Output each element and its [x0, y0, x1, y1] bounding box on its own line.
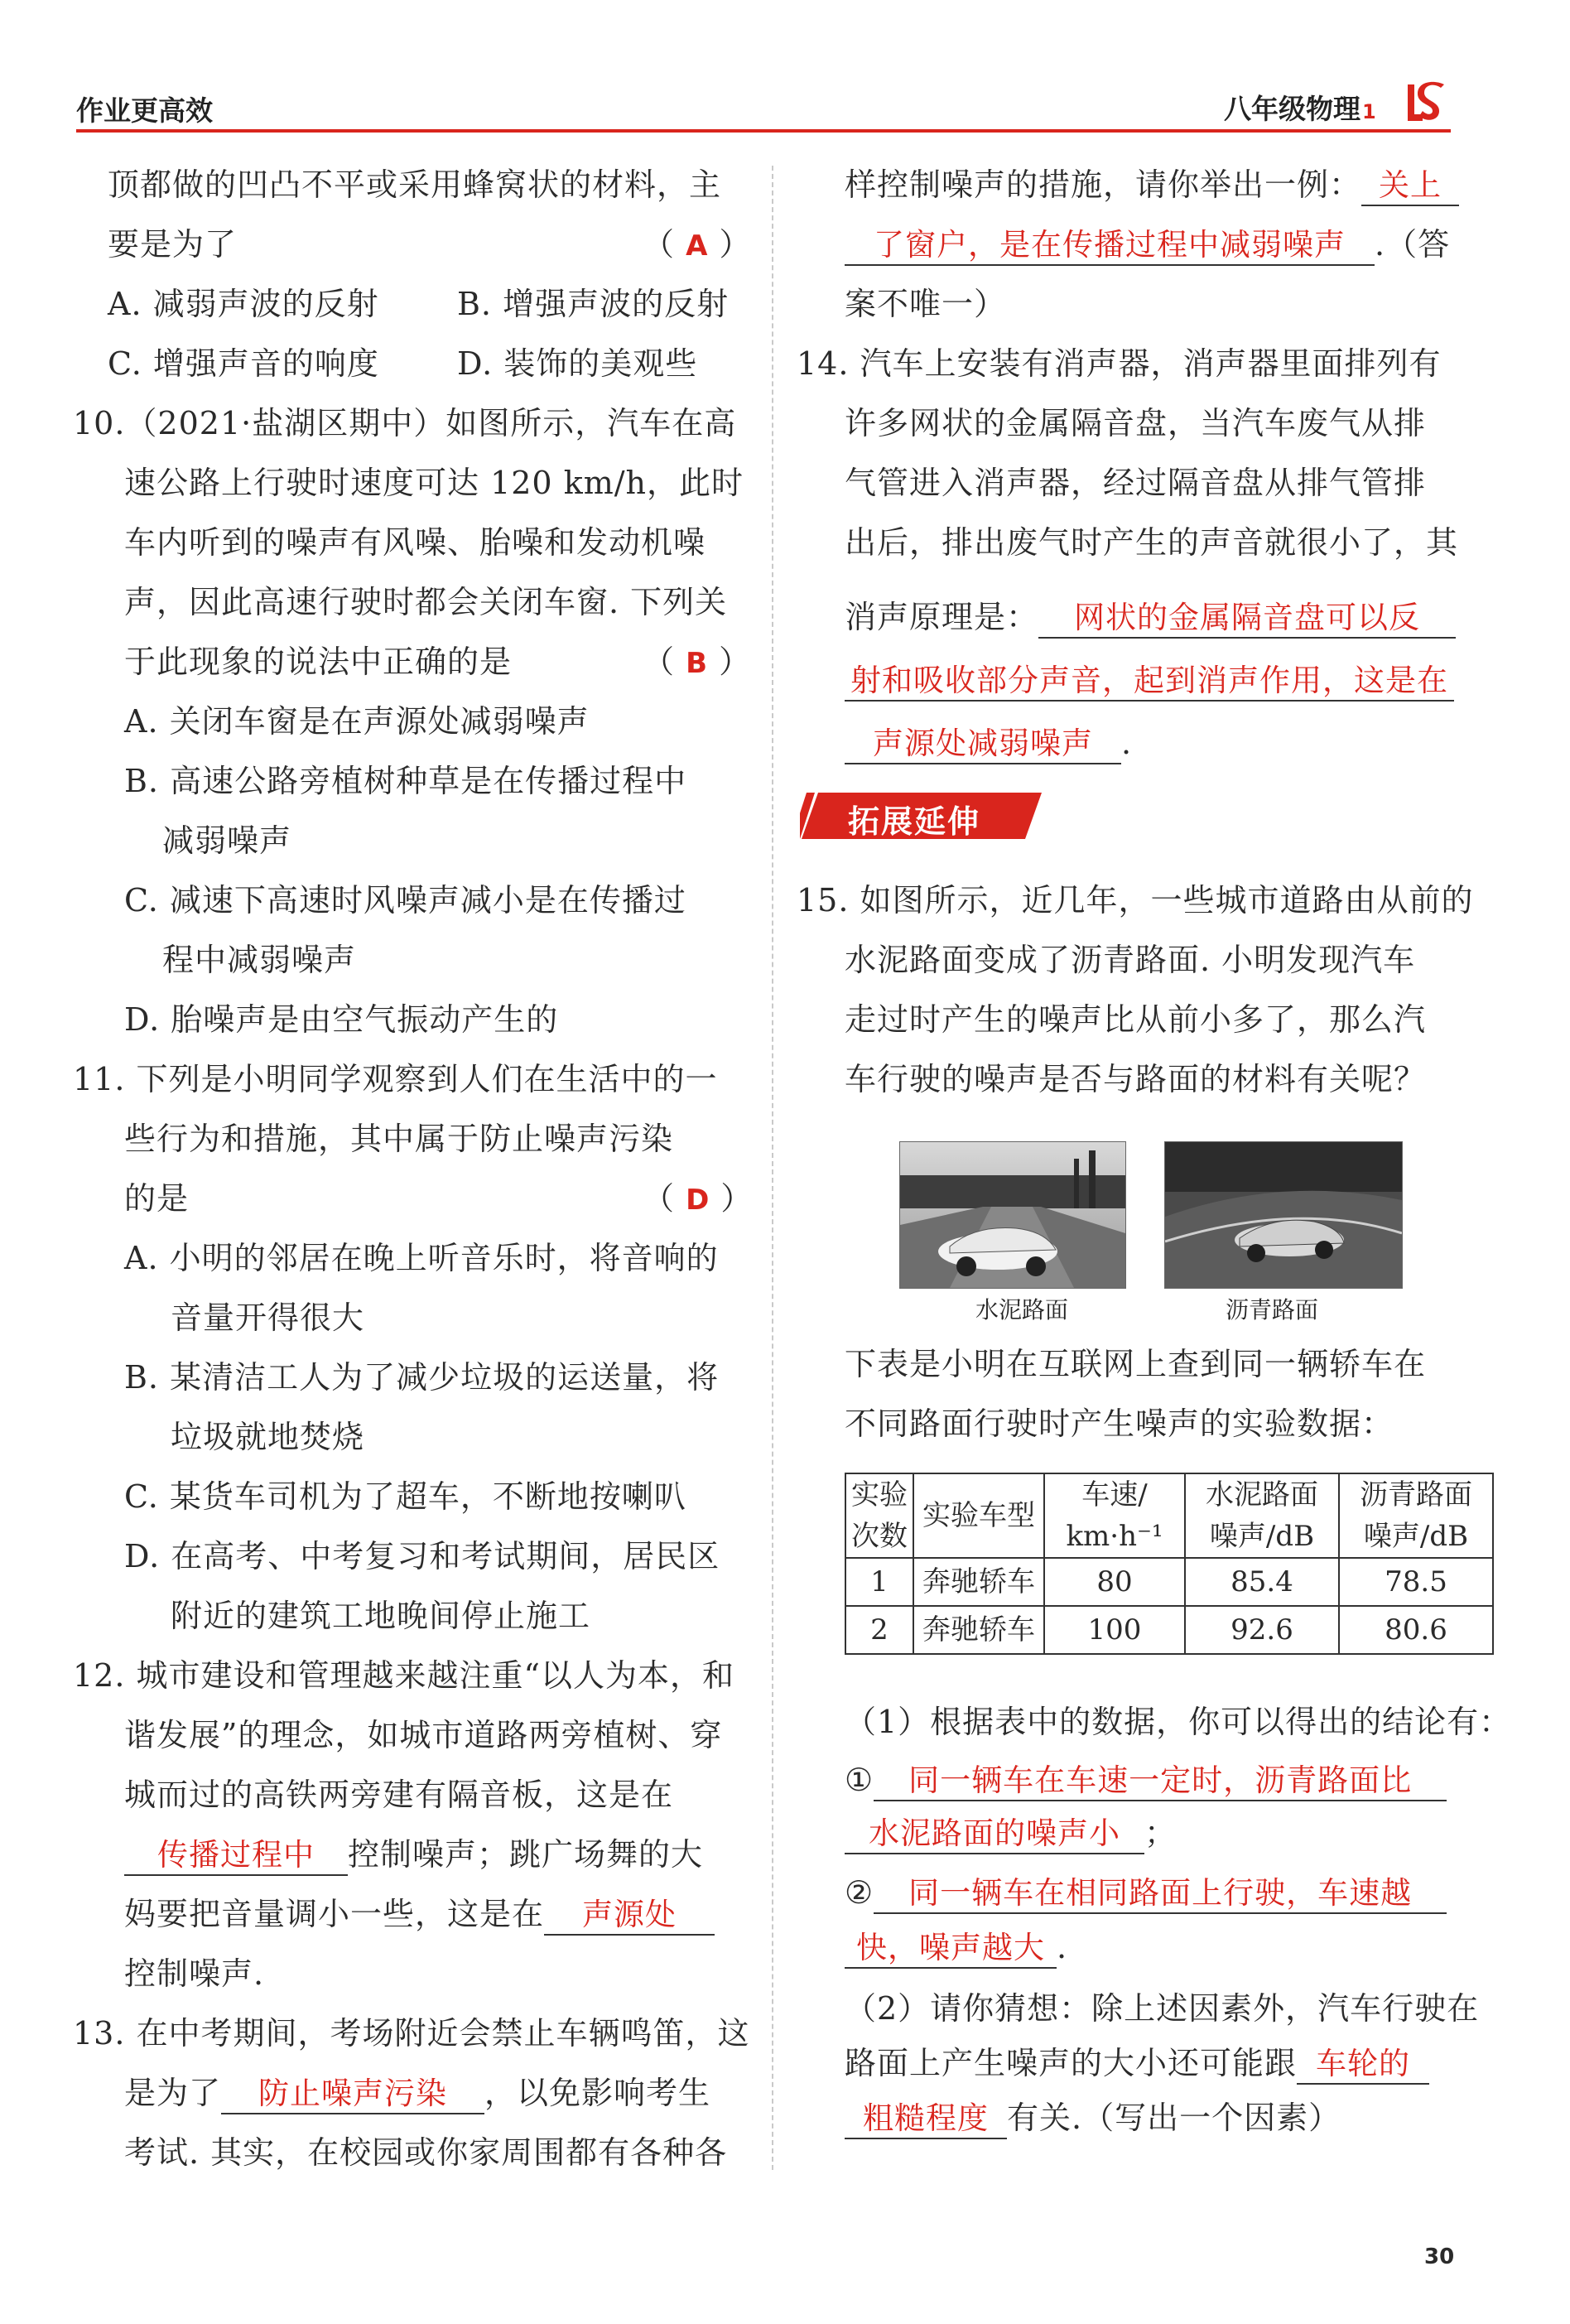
q11-option-b-line1: B. 某清洁工人为了减少垃圾的运送量，将 — [124, 1359, 720, 1396]
q15-part2-line1: （2）请你猜想：除上述因素外，汽车行驶在 — [845, 1990, 1480, 2027]
q15-line6: 不同路面行驶时产生噪声的实验数据： — [845, 1405, 1394, 1442]
section-banner — [800, 789, 1048, 842]
cement-road-car-icon — [900, 1142, 1125, 1288]
table-cell: 100 — [1044, 1606, 1185, 1654]
table-cell: 1 — [845, 1558, 913, 1606]
q12-blank2: 声源处 — [544, 1896, 715, 1936]
q15-line1: 15. 如图所示，近几年，一些城市道路由从前的 — [797, 882, 1474, 919]
q11-line1: 11. 下列是小明同学观察到人们在生活中的一 — [73, 1061, 718, 1097]
table-cell: 85.4 — [1185, 1558, 1339, 1606]
q10-line4: 声，因此高速行驶时都会关闭车窗. 下列关 — [124, 584, 728, 620]
q12-line5-text: 妈要把音量调小一些，这是在 — [124, 1896, 545, 1932]
q12-line2: 谐发展”的理念，如城市道路两旁植树、穿 — [124, 1717, 723, 1753]
q15-conclusion1-line1 — [845, 1759, 1447, 1801]
q15-blank-c1a: 同一辆车在车速一定时，沥青路面比 — [874, 1762, 1447, 1801]
q15-blank-p2b: 粗糙程度 — [845, 2100, 1007, 2139]
asphalt-road-photo — [1164, 1141, 1403, 1289]
q15-conclusion2-line2 — [845, 1926, 1067, 1969]
q14-line7 — [845, 722, 1132, 764]
q13-line2 — [124, 2072, 710, 2114]
publisher-logo-icon — [1401, 80, 1447, 126]
q13-line3: 考试. 其实，在校园或你家周围都有各种各 — [124, 2134, 728, 2171]
q11-option-a-line2: 音量开得很大 — [171, 1299, 365, 1336]
q10-line3: 车内听到的噪声有风噪、胎噪和发动机噪 — [124, 524, 706, 561]
noise-data-table — [845, 1473, 1494, 1655]
table-cell: 奔驰轿车 — [913, 1606, 1044, 1654]
q13-line1: 13. 在中考期间，考场附近会禁止车辆鸣笛，这 — [73, 2015, 750, 2052]
table-row — [845, 1606, 1493, 1654]
q15-line3: 走过时产生的噪声比从前小多了，那么汽 — [845, 1001, 1427, 1038]
q14-line6 — [845, 659, 1454, 702]
q14-end: . — [1121, 725, 1133, 761]
q13-cont-line1 — [845, 164, 1459, 206]
table-header-cell: 车速/ km·h⁻¹ — [1044, 1473, 1185, 1558]
conclusion2-marker: ② — [845, 1874, 874, 1911]
q15-part2-end: 有关.（写出一个因素） — [1007, 2100, 1341, 2136]
q10-option-a: A. 关闭车窗是在声源处减弱噪声 — [124, 703, 590, 740]
table-header-row — [845, 1473, 1493, 1558]
subject-label: 八年级物理 — [1224, 93, 1361, 125]
q10-option-c-line2: 程中减弱噪声 — [162, 942, 357, 978]
q12-line4 — [124, 1834, 703, 1876]
q10-line1: 10.（2021·盐湖区期中）如图所示，汽车在高 — [73, 405, 737, 441]
header-left-title: 作业更高效 — [76, 94, 213, 127]
q10-option-c-line1: C. 减速下高速时风噪声减小是在传播过 — [124, 882, 686, 919]
q15-part2-text: 路面上产生噪声的大小还可能跟 — [845, 2045, 1298, 2081]
q9-option-a: A. 减弱声波的反射 — [108, 286, 379, 322]
q11-option-a-line1: A. 小明的邻居在晚上听音乐时，将音响的 — [124, 1240, 719, 1276]
q13-line2-text: 是为了 — [124, 2075, 222, 2111]
q13-cont-line3: 案不唯一） — [845, 286, 1007, 322]
q15-conclusion1-line2 — [845, 1812, 1177, 1854]
q10-line5: 于此现象的说法中正确的是 — [124, 644, 513, 680]
q15-line4: 车行驶的噪声是否与路面的材料有关呢？ — [845, 1061, 1427, 1097]
q11-answer: （ D ） — [643, 1180, 754, 1217]
asphalt-road-car-icon — [1165, 1142, 1402, 1288]
table-cell: 80 — [1044, 1558, 1185, 1606]
q14-blank-c: 声源处减弱噪声 — [845, 725, 1121, 764]
q12-line5 — [124, 1893, 715, 1936]
q14-line5 — [845, 596, 1456, 639]
q13-blank1: 防止噪声污染 — [221, 2075, 484, 2114]
q14-line3: 气管进入消声器，经过隔音盘从排气管排 — [845, 465, 1427, 501]
q13-cont-blank-a: 关上 — [1361, 166, 1459, 206]
q15-blank-c1b: 水泥路面的噪声小 — [845, 1815, 1144, 1854]
q10-answer: （ B ） — [643, 644, 752, 680]
q11-option-d-line2: 附近的建筑工地晚间停止施工 — [171, 1598, 591, 1634]
q12-line1: 12. 城市建设和管理越来越注重“以人为本，和 — [73, 1657, 734, 1694]
q11-option-c: C. 某货车司机为了超车，不断地按喇叭 — [124, 1478, 686, 1515]
table-cell: 80.6 — [1339, 1606, 1493, 1654]
table-header-cell: 沥青路面 噪声/dB — [1339, 1473, 1493, 1558]
conclusion2-end: . — [1057, 1929, 1068, 1965]
q11-line3: 的是 — [124, 1180, 190, 1217]
q11-choice: D — [686, 1184, 710, 1217]
q12-line4-text: 控制噪声；跳广场舞的大 — [348, 1836, 704, 1873]
conclusion1-end: ； — [1144, 1815, 1178, 1851]
q14-line5-text: 消声原理是： — [845, 599, 1039, 635]
q13-cont-line2 — [845, 224, 1450, 266]
q13-line2-after: ，以免影响考生 — [484, 2075, 711, 2111]
q9-option-c: C. 增强声音的响度 — [108, 345, 379, 382]
q15-blank-c2a: 同一辆车在相同路面上行驶，车速越 — [874, 1874, 1447, 1914]
q11-line2: 些行为和措施，其中属于防止噪声污染 — [124, 1121, 674, 1157]
table-row — [845, 1558, 1493, 1606]
table-cell: 78.5 — [1339, 1558, 1493, 1606]
table-cell: 92.6 — [1185, 1606, 1339, 1654]
q9-option-d: D. 装饰的美观些 — [457, 345, 698, 382]
q11-option-d-line1: D. 在高考、中考复习和考试期间，居民区 — [124, 1538, 720, 1574]
q11-option-b-line2: 垃圾就地焚烧 — [171, 1419, 365, 1455]
q9-line1: 顶都做的凹凸不平或采用蜂窝状的材料，主 — [108, 166, 722, 203]
q10-choice: B — [686, 647, 709, 680]
q12-line3: 城而过的高铁两旁建有隔音板，这是在 — [124, 1777, 674, 1813]
volume-number: 1 — [1362, 100, 1376, 123]
conclusion1-marker: ① — [845, 1762, 874, 1798]
q13-cont-text: 样控制噪声的措施，请你举出一例： — [845, 166, 1362, 203]
q9-line2: 要是为了 — [108, 226, 238, 263]
banner-text: 拓展延伸 — [848, 803, 981, 840]
q14-blank-a: 网状的金属隔音盘可以反 — [1038, 599, 1456, 639]
q15-line5: 下表是小明在互联网上查到同一辆轿车在 — [845, 1346, 1427, 1382]
q10-line2: 速公路上行驶时速度可达 120 km/h，此时 — [124, 465, 744, 501]
q10-option-b-line2: 减弱噪声 — [162, 822, 292, 859]
q13-cont-blank-b: 了窗户，是在传播过程中减弱噪声 — [845, 226, 1375, 266]
table-header-cell: 水泥路面 噪声/dB — [1185, 1473, 1339, 1558]
table-header-cell: 实验车型 — [913, 1473, 1044, 1558]
q14-line2: 许多网状的金属隔音盘，当汽车废气从排 — [845, 405, 1427, 441]
q12-blank1: 传播过程中 — [124, 1836, 348, 1876]
q15-part1: （1）根据表中的数据，你可以得出的结论有： — [845, 1704, 1512, 1740]
q14-line4: 出后，排出废气时产生的声音就很小了，其 — [845, 524, 1459, 561]
table-cell: 2 — [845, 1606, 913, 1654]
q10-option-d: D. 胎噪声是由空气振动产生的 — [124, 1001, 559, 1038]
q15-blank-c2b: 快，噪声越大 — [845, 1929, 1057, 1969]
q14-blank-b: 射和吸收部分声音，起到消声作用，这是在 — [845, 662, 1454, 702]
q9-option-b: B. 增强声波的反射 — [457, 286, 730, 322]
q15-line2: 水泥路面变成了沥青路面. 小明发现汽车 — [845, 942, 1416, 978]
table-cell: 奔驰轿车 — [913, 1558, 1044, 1606]
q9-answer: （ A ） — [643, 226, 752, 263]
asphalt-road-caption: 沥青路面 — [1226, 1296, 1319, 1324]
q9-choice: A — [686, 229, 709, 263]
q15-conclusion2-line1 — [845, 1872, 1447, 1914]
q10-option-b-line1: B. 高速公路旁植树种草是在传播过程中 — [124, 763, 687, 799]
q14-line1: 14. 汽车上安装有消声器，消声器里面排列有 — [797, 345, 1442, 382]
q15-part2-line2 — [845, 2042, 1429, 2085]
cement-road-caption: 水泥路面 — [975, 1296, 1069, 1324]
q13-cont-after: .（答 — [1375, 226, 1451, 263]
q15-blank-p2a: 车轮的 — [1297, 2045, 1429, 2085]
header-right-title — [1224, 88, 1376, 127]
table-header-cell: 实验 次数 — [845, 1473, 913, 1558]
cement-road-photo — [899, 1141, 1126, 1289]
column-divider — [772, 166, 773, 2170]
header-rule — [76, 129, 1451, 133]
q15-part2-line3 — [845, 2097, 1341, 2139]
q12-line6: 控制噪声. — [124, 1955, 265, 1992]
page-number: 30 — [1424, 2244, 1455, 2269]
